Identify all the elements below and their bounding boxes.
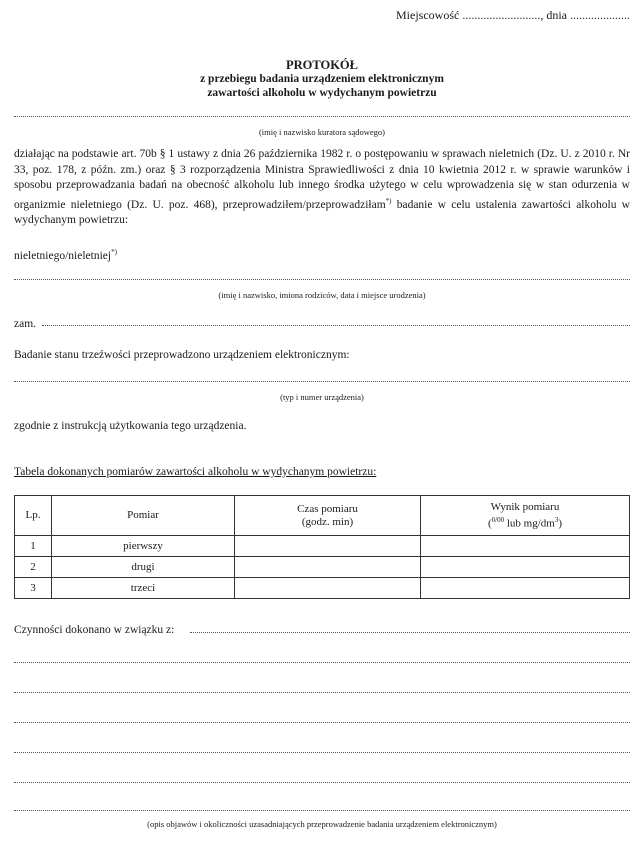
curator-caption: (imię i nazwisko kuratora sądowego) bbox=[258, 127, 386, 137]
date-label: , dnia bbox=[540, 8, 567, 22]
place-field[interactable]: .......................... bbox=[462, 8, 541, 22]
minor-label: nieletniego/nieletniej bbox=[14, 249, 112, 262]
activities-field-line-2[interactable] bbox=[14, 662, 630, 663]
measurements-table bbox=[14, 495, 630, 599]
activities-field-line-7[interactable] bbox=[14, 810, 630, 811]
header-lp: Lp. bbox=[15, 496, 52, 536]
unit-per-mille: 0/00 bbox=[491, 515, 505, 524]
activities-field-line-3[interactable] bbox=[14, 692, 630, 693]
address-label: zam. bbox=[14, 318, 37, 330]
minor-caption: (imię i nazwisko, imiona rodziców, data i miejsce urodzenia) bbox=[218, 290, 426, 300]
activities-caption: (opis objawów i okoliczności uzasadniających przeprowadzenie badania urządzeniem elektronicznym) bbox=[147, 819, 497, 829]
row-measurement: trzeci bbox=[52, 578, 235, 599]
unit-open: ( bbox=[487, 517, 492, 530]
activities-field-line-6[interactable] bbox=[14, 782, 630, 783]
device-type-field[interactable] bbox=[14, 381, 630, 382]
row-result-cell[interactable] bbox=[421, 578, 630, 599]
header-measurement: Pomiar bbox=[52, 496, 235, 536]
unit-close: ) bbox=[558, 517, 563, 530]
activities-field-line-5[interactable] bbox=[14, 752, 630, 753]
activities-field-line-4[interactable] bbox=[14, 722, 630, 723]
legal-basis-text-end: badanie w celu ustalenia zawartości alkoholu w wydychanym powietrzu: bbox=[14, 198, 630, 227]
measurements-table-title: Tabela dokonanych pomiarów zawartości alkoholu w wydychanym powietrzu: bbox=[14, 466, 377, 478]
legal-basis-text: działając na podstawie art. 70b § 1 ustawy z dnia 26 października 1982 r. o postępowaniu w sprawach nieletnich (Dz. U. z 2010 r. Nr 33, poz. 178, z późn. zm.) oraz § 3 rozporządzenia Ministra Sprawiedliwości z dnia 10 kwietnia 2012 r. w sprawie warunków i sposobu przeprowadzania badań na obecność alkoholu lub innego środka użytego w celu wprowadzenia się w stan odurzenia w organizmie nieletniego (Dz. U. poz. 468), przeprowadziłem/przeprowadziłam bbox=[14, 148, 630, 211]
footnote-mark: *) bbox=[385, 196, 392, 205]
table-row bbox=[15, 578, 630, 599]
place-label: Miejscowość bbox=[396, 8, 460, 22]
minor-label-line bbox=[14, 248, 117, 262]
document-subtitle-line-1: z przebiegu badania urządzeniem elektronicznym bbox=[200, 73, 444, 85]
footnote-mark: *) bbox=[111, 248, 117, 256]
device-label: Badanie stanu trzeźwości przeprowadzono urządzeniem elektronicznym: bbox=[14, 349, 350, 361]
table-row bbox=[15, 536, 630, 557]
date-field[interactable]: .................... bbox=[570, 8, 630, 22]
row-measurement: pierwszy bbox=[52, 536, 235, 557]
address-field[interactable] bbox=[42, 325, 630, 326]
row-result-cell[interactable] bbox=[421, 557, 630, 578]
table-header-row bbox=[15, 496, 630, 536]
table-row bbox=[15, 557, 630, 578]
curator-name-field[interactable] bbox=[14, 116, 630, 117]
row-time-cell[interactable] bbox=[235, 536, 421, 557]
minor-details-field[interactable] bbox=[14, 279, 630, 280]
header-result-unit bbox=[421, 514, 629, 531]
row-result-cell[interactable] bbox=[421, 536, 630, 557]
document-subtitle-line-2: zawartości alkoholu w wydychanym powietrzu bbox=[207, 87, 437, 99]
header-result bbox=[421, 496, 630, 536]
legal-basis-paragraph bbox=[14, 147, 630, 229]
header-result-line1: Wynik pomiaru bbox=[490, 500, 560, 513]
activities-label: Czynności dokonano w związku z: bbox=[14, 624, 175, 636]
place-date-line bbox=[396, 8, 630, 23]
row-measurement: drugi bbox=[52, 557, 235, 578]
unit-mg: lub mg/dm bbox=[504, 517, 555, 530]
row-lp: 3 bbox=[15, 578, 52, 599]
header-time-line1: Czas pomiaru bbox=[297, 502, 358, 515]
device-caption: (typ i numer urządzenia) bbox=[280, 392, 364, 402]
activities-field-line-1[interactable] bbox=[190, 632, 630, 633]
document-title: PROTOKÓŁ bbox=[285, 58, 358, 72]
row-lp: 1 bbox=[15, 536, 52, 557]
row-time-cell[interactable] bbox=[235, 578, 421, 599]
header-time bbox=[235, 496, 421, 536]
compliance-text: zgodnie z instrukcją użytkowania tego urządzenia. bbox=[14, 420, 247, 432]
row-time-cell[interactable] bbox=[235, 557, 421, 578]
header-time-line2: (godz. min) bbox=[301, 515, 354, 528]
unit-exponent: 3 bbox=[554, 515, 559, 524]
row-lp: 2 bbox=[15, 557, 52, 578]
